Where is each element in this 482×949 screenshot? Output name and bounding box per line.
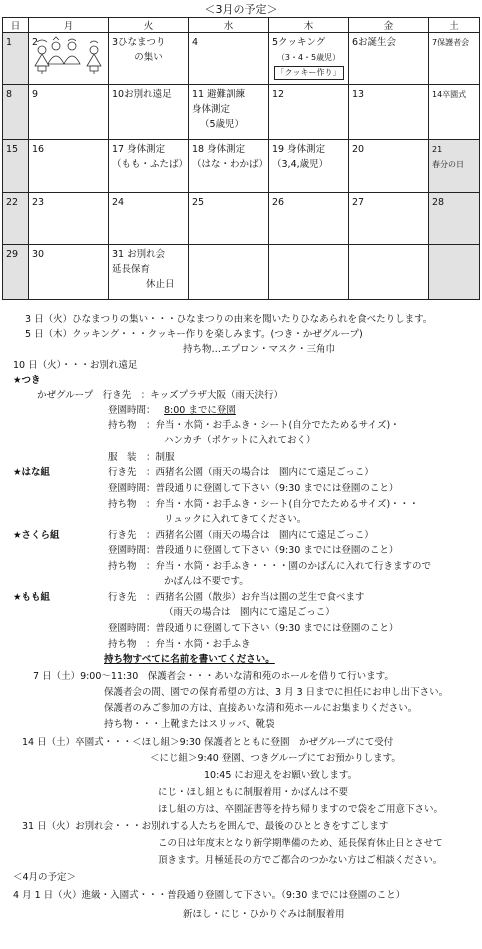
calendar-day-text: （はな・わかば） xyxy=(192,159,269,170)
calendar-day-cell xyxy=(189,245,269,300)
hana-belongings-2: リュックに入れてきてください。 xyxy=(164,514,307,525)
calendar-day-text: 春分の日 xyxy=(432,160,464,169)
calendar-day-text: 22 xyxy=(6,197,19,208)
momo-destination: 行き先 ：西猪名公園（散歩）お弁当は園の芝生で食べます xyxy=(108,592,365,603)
calendar-day-text: 11 避難訓練 xyxy=(192,89,246,100)
calendar-day-cell xyxy=(269,193,349,245)
calendar-day-cell xyxy=(29,85,109,140)
calendar-day-cell xyxy=(349,245,429,300)
april-heading: ＜4月の予定＞ xyxy=(13,872,77,883)
calendar-day-text: 14卒園式 xyxy=(432,90,467,99)
farewell-note-2: 頂きます。月極延長の方でご都合のつかない方はご相談ください。 xyxy=(158,855,443,866)
note-parents-meeting: 7 日（土）9:00～11:30 保護者会・・・あいな清和苑のホールを借りて行います。 xyxy=(33,671,394,682)
calendar-day-text: 28 xyxy=(432,197,445,208)
calendar-day-cell xyxy=(429,85,480,140)
note-ensoku: 10 日（火）・・・お別れ遠足 xyxy=(13,360,138,371)
calendar-day-text: 5クッキング xyxy=(272,37,326,48)
calendar-day-text: （3,4,歳児） xyxy=(272,159,329,170)
calendar-week-row xyxy=(3,140,480,193)
calendar-day-text: 4 xyxy=(192,37,199,48)
tsuki-arrival-time: 8:00 までに登園 xyxy=(164,405,236,416)
weekday-header-row xyxy=(3,18,480,33)
hana-arrival: 登園時間：普段通りに登園して下さい（9:30 までには登園のこと） xyxy=(108,483,399,494)
calendar-day-text: 12 xyxy=(272,89,285,100)
group-momo-heading: ★もも組 xyxy=(13,592,51,603)
graduation-niji: ＜にじ組＞9:40 登園、つきグループにてお預かりします。 xyxy=(150,753,401,764)
calendar-day-cell xyxy=(3,140,29,193)
calendar-day-cell xyxy=(269,140,349,193)
calendar-day-cell xyxy=(189,85,269,140)
farewell-note-1: この日は年度末となり新学期準備のため、延長保育休止日とさせて xyxy=(158,838,443,849)
calendar-day-cell xyxy=(109,140,189,193)
tsuki-arrival-label: 登園時間： xyxy=(108,405,156,416)
sakura-destination: 行き先 ：西猪名公園（雨天の場合は 園内にて遠足ごっこ） xyxy=(108,530,374,541)
calendar-day-text: （5歳児） xyxy=(200,119,245,130)
calendar-day-cell xyxy=(269,33,349,85)
calendar-day-cell xyxy=(269,85,349,140)
calendar-day-cell xyxy=(3,85,29,140)
calendar-day-cell xyxy=(109,245,189,300)
page-title: ＜3月の予定＞ xyxy=(204,3,278,16)
calendar-day-text: 18 身体測定 xyxy=(192,144,246,155)
calendar-day-cell xyxy=(429,140,480,193)
calendar-day-cell xyxy=(29,245,109,300)
calendar-day-cell xyxy=(29,193,109,245)
weekday-fri: 金 xyxy=(349,18,429,33)
tsuki-belongings-2: ハンカチ（ポケットに入れておく） xyxy=(164,435,316,446)
calendar-day-cell xyxy=(349,140,429,193)
calendar-day-text: 17 身体測定 xyxy=(112,144,166,155)
momo-belongings: 持ち物 ：弁当・水筒・お手ふき xyxy=(108,639,251,650)
calendar-day-text: 31 お別れ会 xyxy=(112,249,166,260)
calendar-day-text: 7保護者会 xyxy=(432,38,470,47)
calendar-day-text: 16 xyxy=(32,144,45,155)
weekday-thu: 木 xyxy=(269,18,349,33)
meeting-childcare: 保護者会の間、園での保育希望の方は、3 月 3 日までに担任にお申し出下さい。 xyxy=(104,687,449,698)
calendar-day-text: 9 xyxy=(32,89,39,100)
calendar-day-text: 8 xyxy=(6,89,13,100)
calendar-day-text: 10お別れ遠足 xyxy=(112,89,172,100)
calendar-day-text: 3ひなまつり xyxy=(112,37,166,48)
weekday-sat: 土 xyxy=(429,18,480,33)
calendar-day-cell xyxy=(269,245,349,300)
calendar-day-text: （もも・ふたば） xyxy=(112,159,189,170)
calendar-day-text: 23 xyxy=(32,197,45,208)
calendar-day-cell xyxy=(189,193,269,245)
calendar-day-text: 25 xyxy=(192,197,205,208)
note-cooking: 5 日（木）クッキング・・・クッキー作りを楽しみます。(つき・かぜグループ) xyxy=(25,329,363,340)
april-entrance: 4 月 1 日（火）進級・入園式・・・普段通り登園して下さい。（9:30 までには登園のこと） xyxy=(13,890,406,901)
weekday-sun: 日 xyxy=(3,18,29,33)
sakura-belongings-2: かばんは不要です。 xyxy=(164,576,249,587)
hina-dolls-illustration xyxy=(32,36,104,74)
hana-belongings: 持ち物 ：弁当・水筒・お手ふき・シート(自分でたためるサイズ)・・・ xyxy=(108,499,419,510)
calendar-day-text: 1 xyxy=(6,37,13,48)
calendar-day-cell xyxy=(349,193,429,245)
calendar-day-cell xyxy=(189,140,269,193)
calendar-day-cell xyxy=(349,85,429,140)
calendar-day-text: 29 xyxy=(6,249,19,260)
group-hana-heading: ★はな組 xyxy=(13,467,51,478)
note-graduation: 14 日（土）卒園式・・・＜ほし組＞9:30 保護者とともに登園 かぜグループにて受付 xyxy=(22,737,394,748)
note-hinamatsuri: 3 日（火）ひなまつりの集い・・・ひなまつりの由来を聞いたりひなあられを食べたりします。 xyxy=(25,314,433,325)
calendar-day-cell xyxy=(3,193,29,245)
tsuki-destination: かぜグループ 行き先 ：キッズプラザ大阪（雨天決行） xyxy=(37,390,284,401)
note-cooking-items: 持ち物…エプロン・マスク・三角巾 xyxy=(183,344,336,355)
calendar-day-cell xyxy=(3,245,29,300)
calendar-day-text: 21 xyxy=(432,145,443,154)
weekday-wed: 水 xyxy=(189,18,269,33)
momo-arrival: 登園時間：普段通りに登園して下さい（9:30 までには登園のこと） xyxy=(108,623,399,634)
tsuki-belongings: 持ち物 ：弁当・水筒・お手ふき・シート(自分でたためるサイズ)・ xyxy=(108,420,400,431)
calendar-day-cell xyxy=(109,193,189,245)
calendar-day-text: 2 xyxy=(32,37,39,48)
calendar-day-cell xyxy=(109,33,189,85)
calendar-day-text: 30 xyxy=(32,249,45,260)
momo-rain-note: （雨天の場合は 園内にて遠足ごっこ） xyxy=(164,607,335,618)
meeting-direct: 保護者のみご参加の方は、直接あいな清和苑ホールにお集まりください。 xyxy=(104,703,418,714)
graduation-bag: ほし組の方は、卒園証書等を持ち帰りますので袋をご用意下さい。 xyxy=(158,804,444,815)
weekday-tue: 火 xyxy=(109,18,189,33)
calendar-day-text: の集い xyxy=(134,52,163,63)
calendar-day-text: 15 xyxy=(6,144,19,155)
group-tsuki-heading: ★つき xyxy=(13,375,41,386)
sakura-belongings: 持ち物 ：弁当・水筒・お手ふき・・・・園のかばんに入れて行きますので xyxy=(108,561,432,572)
calendar-day-cell xyxy=(349,33,429,85)
hana-destination: 行き先 ：西猪名公園（雨天の場合は 園内にて遠足ごっこ） xyxy=(108,467,374,478)
calendar-day-text xyxy=(272,65,345,80)
calendar-day-cell xyxy=(29,140,109,193)
calendar-day-text: 身体測定 xyxy=(192,104,231,115)
april-uniform: 新ほし・にじ・ひかりぐみは制服着用 xyxy=(183,909,345,920)
calendar-week-row xyxy=(3,85,480,140)
calendar-day-text: 27 xyxy=(352,197,365,208)
group-sakura-heading: ★さくら組 xyxy=(13,530,60,541)
calendar-day-cell xyxy=(109,85,189,140)
graduation-uniform: にじ・ほし組ともに制服着用・かばんは不要 xyxy=(158,787,349,798)
calendar-week-row xyxy=(3,193,480,245)
calendar-day-text: 延長保育 xyxy=(112,264,151,275)
calendar-day-text: 24 xyxy=(112,197,125,208)
tsuki-clothing: 服 装 ：制服 xyxy=(108,452,175,463)
calendar-day-text: （3・4・5歳児） xyxy=(276,53,341,62)
graduation-pickup: 10:45 にお迎えをお願い致します。 xyxy=(204,770,358,781)
calendar-week-row xyxy=(3,245,480,300)
calendar-day-cell xyxy=(429,33,480,85)
sakura-arrival: 登園時間：普段通りに登園して下さい（9:30 までには登園のこと） xyxy=(108,545,399,556)
calendar-day-text: 13 xyxy=(352,89,365,100)
calendar-day-cell xyxy=(429,193,480,245)
calendar-day-cell xyxy=(3,33,29,85)
name-label-reminder: 持ち物すべてに名前を書いてください。 xyxy=(104,654,275,665)
calendar-day-text: 26 xyxy=(272,197,285,208)
note-farewell: 31 日（火）お別れ会・・・お別れする人たちを囲んで、最後のひとときをすごします xyxy=(22,821,389,832)
weekday-mon: 月 xyxy=(29,18,109,33)
calendar-day-cell xyxy=(429,245,480,300)
meeting-belongings: 持ち物・・・上靴またはスリッパ、靴袋 xyxy=(104,719,275,730)
calendar-day-text: 20 xyxy=(352,144,365,155)
calendar-day-text: 6お誕生会 xyxy=(352,37,397,48)
calendar-day-text: 休止日 xyxy=(146,279,175,290)
cookie-box-label: 「クッキー作り」 xyxy=(274,66,344,80)
calendar-day-text: 19 身体測定 xyxy=(272,144,326,155)
calendar-day-cell xyxy=(189,33,269,85)
